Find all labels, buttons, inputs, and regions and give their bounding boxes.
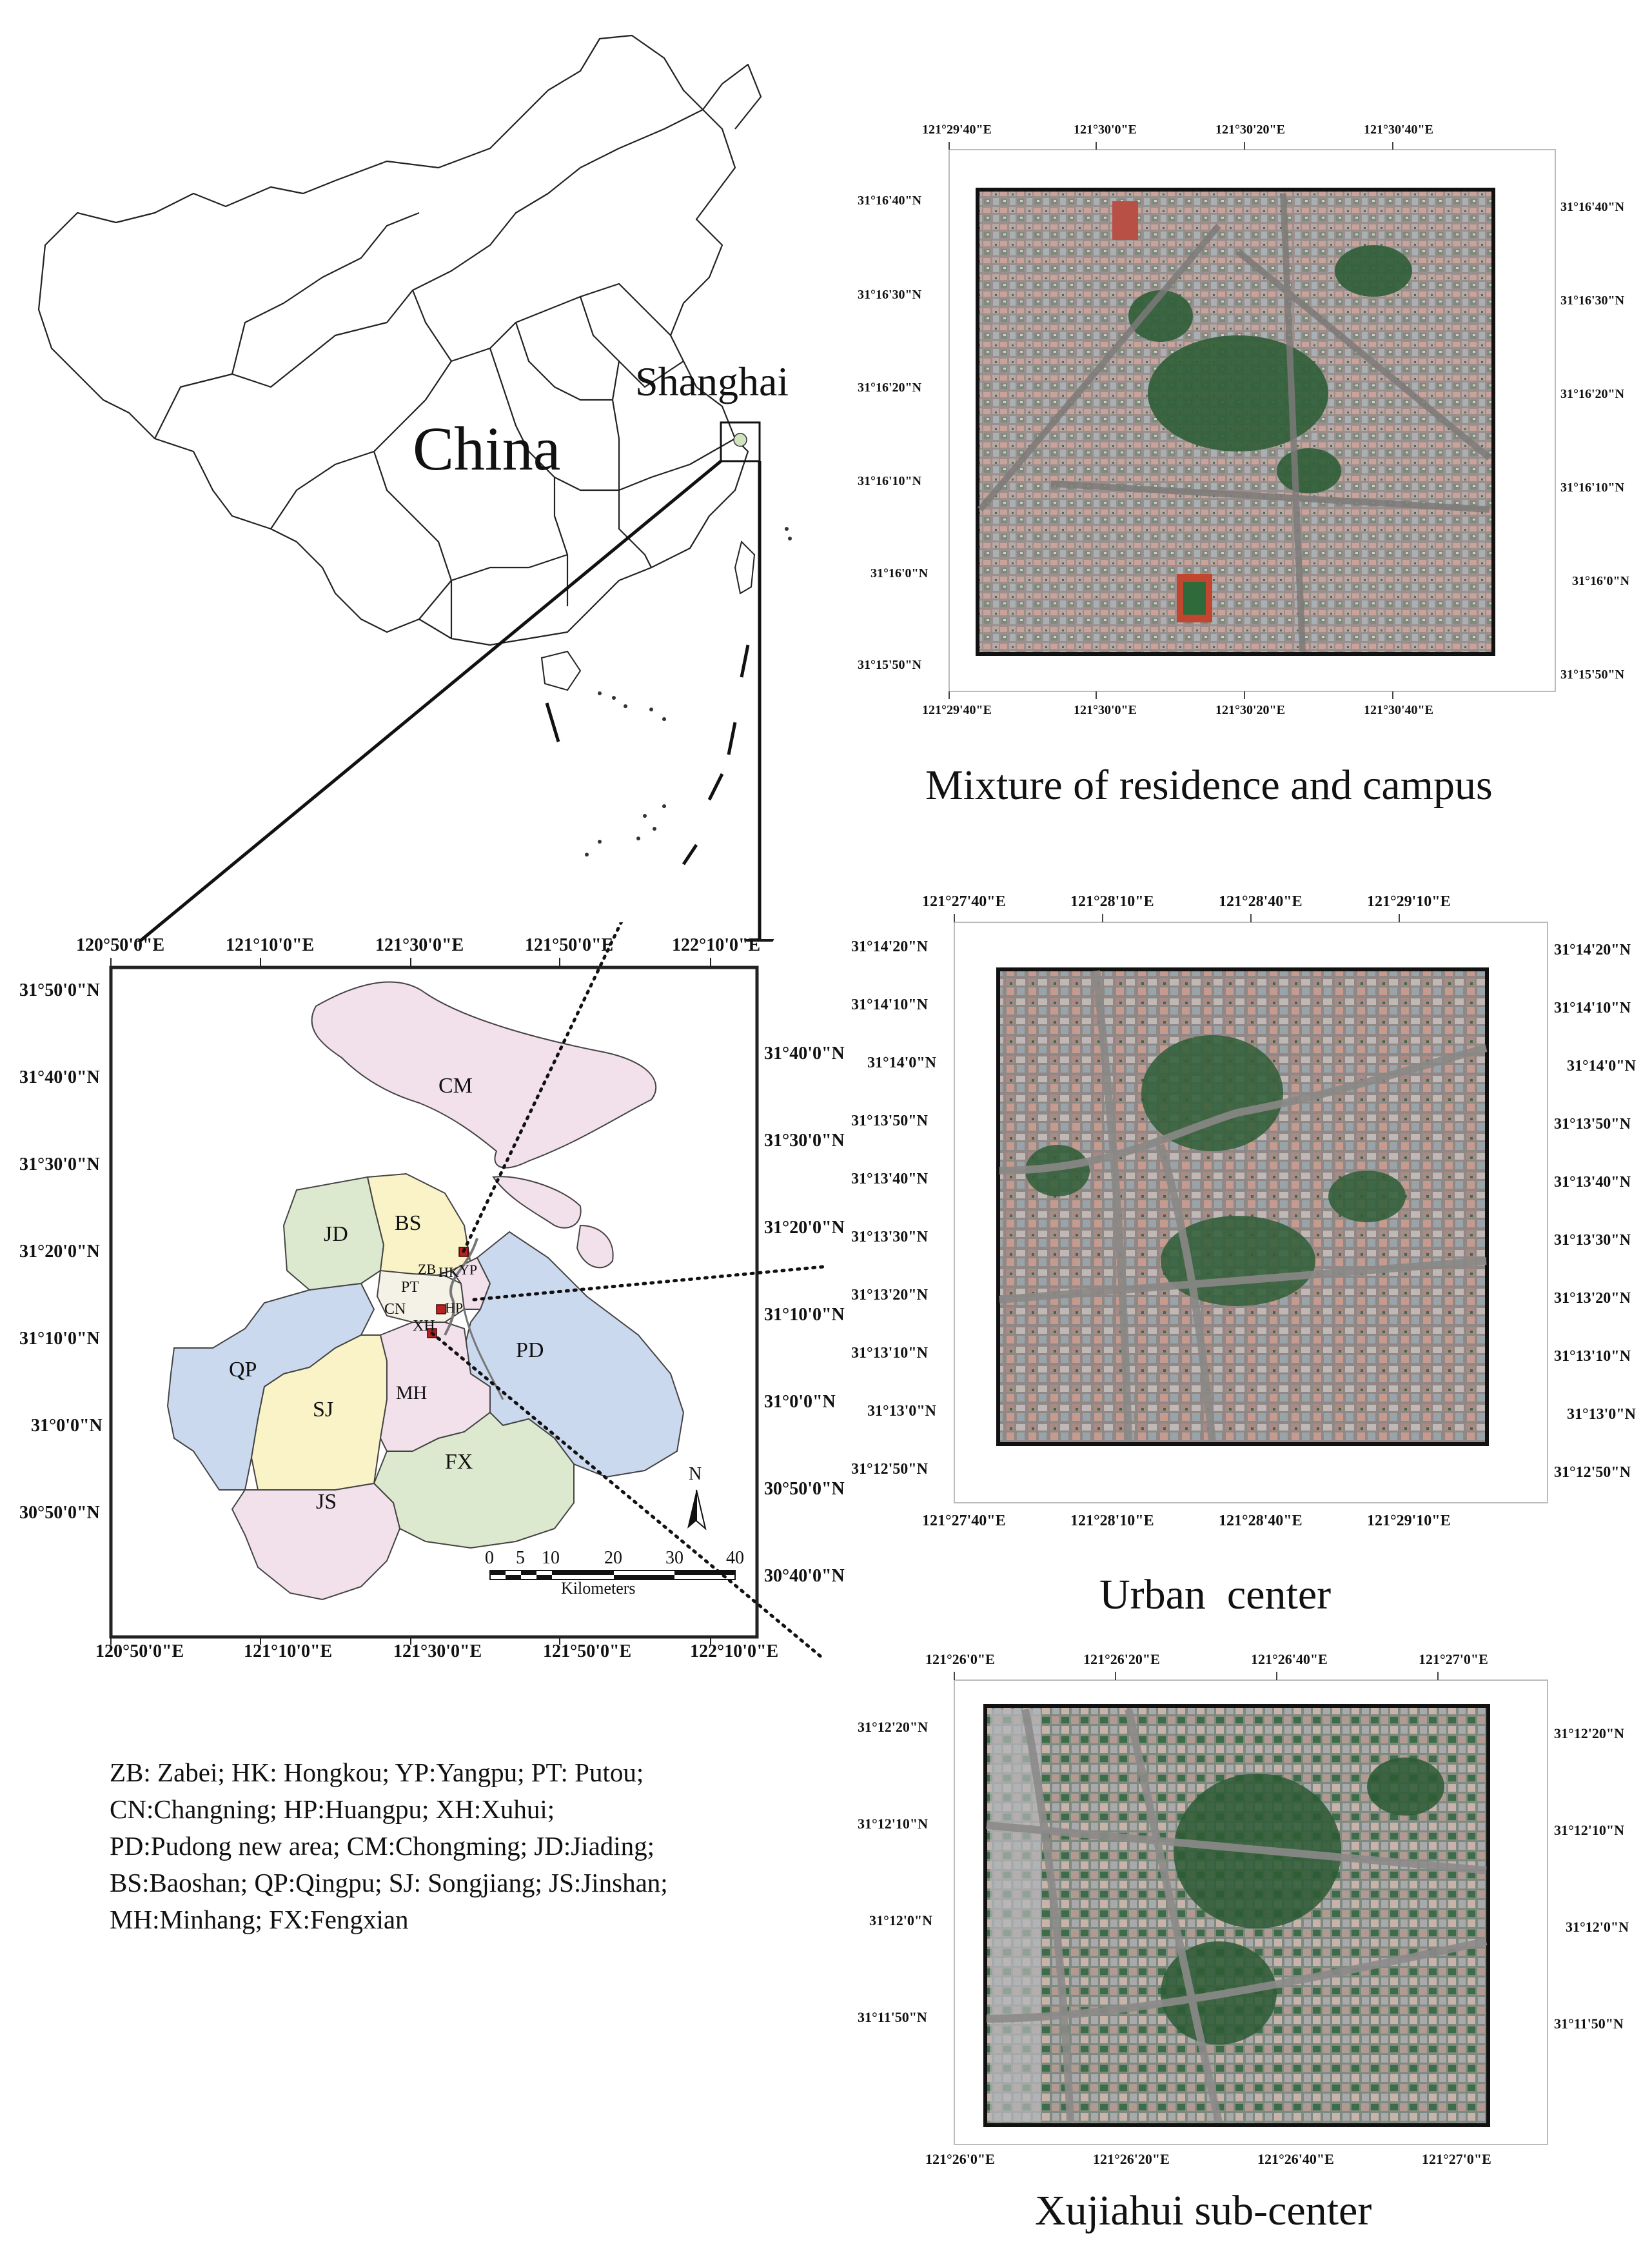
tick-right: 30°40'0"N [764, 1566, 845, 1586]
tick-bottom: 121°28'10"E [1070, 1512, 1154, 1529]
tick-right: 31°20'0"N [764, 1218, 845, 1238]
tick-left: 31°12'50"N [851, 1461, 928, 1478]
nine-dash-line [547, 645, 748, 864]
tick-left: 31°10'0"N [19, 1329, 100, 1349]
taiwan-island [735, 542, 754, 593]
panel-caption: Urban center [1099, 1571, 1332, 1618]
panel-residence-campus [858, 123, 1644, 838]
tick-left: 30°50'0"N [19, 1503, 100, 1523]
tick-bottom: 121°27'0"E [1422, 2151, 1491, 2167]
tick-left: 31°14'20"N [851, 938, 928, 955]
tick-bottom: 122°10'0"E [690, 1641, 779, 1661]
tick-left: 31°30'0"N [19, 1154, 100, 1174]
tick-left: 31°14'10"N [851, 996, 928, 1013]
district-label: HK [438, 1264, 459, 1280]
tick-bottom: 120°50'0"E [95, 1641, 184, 1661]
province-boundary [619, 490, 651, 568]
tick-right: 31°0'0"N [764, 1392, 836, 1412]
tick-right: 31°13'50"N [1554, 1116, 1631, 1133]
district-label: PD [516, 1338, 544, 1362]
tick-right: 31°13'0"N [1567, 1406, 1636, 1423]
tick-left: 31°12'0"N [869, 1912, 933, 1928]
tick-right: 31°12'50"N [1554, 1464, 1631, 1481]
district-label: JS [316, 1490, 337, 1514]
legend-line: MH:Minhang; FX:Fengxian [110, 1905, 409, 1934]
tick-right: 31°10'0"N [764, 1305, 845, 1325]
tick-bottom: 121°30'0"E [1074, 703, 1137, 717]
tick-right: 31°14'10"N [1554, 1000, 1631, 1016]
tick-top: 121°26'40"E [1251, 1651, 1328, 1667]
district-label: CN [384, 1301, 406, 1318]
province-boundary [516, 322, 613, 400]
tick-top: 121°50'0"E [525, 935, 614, 955]
tick-bottom: 121°30'40"E [1364, 703, 1433, 717]
tick-right: 31°16'0"N [1572, 574, 1630, 588]
tick-right: 31°30'0"N [764, 1131, 845, 1151]
tick-right: 31°13'30"N [1554, 1232, 1631, 1249]
tick-right: 31°13'10"N [1554, 1348, 1631, 1365]
tick-top: 122°10'0"E [672, 935, 761, 955]
tick-left: 31°16'10"N [858, 474, 922, 488]
city-label: Shanghai [635, 359, 789, 404]
tick-top: 121°28'10"E [1070, 893, 1154, 910]
tick-top: 121°27'0"E [1419, 1651, 1488, 1667]
tick-left: 31°13'0"N [867, 1403, 936, 1420]
china-outline [39, 35, 748, 645]
legend-line: BS:Baoshan; QP:Qingpu; SJ: Songjiang; JS:Jinshan; [110, 1868, 668, 1897]
tick-right: 31°16'40"N [1560, 200, 1625, 214]
tick-right: 31°12'10"N [1554, 1822, 1625, 1838]
tick-left: 31°15'50"N [858, 658, 922, 672]
tick-left: 31°13'50"N [851, 1113, 928, 1129]
tick-right: 31°11'50"N [1554, 2016, 1624, 2032]
province-boundary [613, 361, 619, 490]
legend-line: CN:Changning; HP:Huangpu; XH:Xuhui; [110, 1794, 555, 1824]
tick-bottom: 121°27'40"E [922, 1512, 1006, 1529]
tick-left: 31°12'10"N [858, 1816, 929, 1832]
tick-left: 31°0'0"N [31, 1416, 103, 1436]
tick-left: 31°16'40"N [858, 193, 922, 208]
scale-number: 5 [516, 1548, 525, 1568]
tick-left: 31°11'50"N [858, 2009, 927, 2025]
scale-number: 30 [665, 1548, 683, 1568]
district-label: JD [324, 1222, 348, 1246]
scale-number: 0 [485, 1548, 494, 1568]
legend-line: ZB: Zabei; HK: Hongkou; YP:Yangpu; PT: Putou; [110, 1758, 644, 1787]
tick-left: 31°13'30"N [851, 1229, 928, 1245]
district-label: XH [413, 1318, 435, 1334]
tick-bottom: 121°28'40"E [1219, 1512, 1303, 1529]
tick-bottom: 121°50'0"E [543, 1641, 632, 1661]
tick-top: 121°29'10"E [1367, 893, 1451, 910]
tick-left: 31°16'0"N [870, 566, 929, 580]
tick-left: 31°13'40"N [851, 1171, 928, 1187]
tick-right: 31°14'20"N [1554, 942, 1631, 958]
district-label: ZB [418, 1261, 437, 1277]
province-boundary [419, 555, 567, 619]
district-label: PT [401, 1279, 420, 1296]
scale-number: 20 [604, 1548, 622, 1568]
tick-top: 121°10'0"E [226, 935, 315, 955]
tick-right: 31°12'20"N [1554, 1725, 1625, 1741]
north-label: N [689, 1464, 702, 1484]
legend-line: PD:Pudong new area; CM:Chongming; JD:Jiading; [110, 1831, 655, 1861]
tick-top: 121°26'20"E [1083, 1651, 1160, 1667]
tick-top: 121°30'40"E [1364, 123, 1433, 137]
tick-right: 31°15'50"N [1560, 668, 1625, 682]
tick-right: 31°13'20"N [1554, 1290, 1631, 1307]
tick-bottom: 121°26'20"E [1093, 2151, 1170, 2167]
tick-bottom: 121°29'40"E [922, 703, 992, 717]
tick-left: 31°50'0"N [19, 980, 100, 1000]
tick-left: 31°40'0"N [19, 1067, 100, 1087]
tick-top: 121°30'0"E [375, 935, 464, 955]
panel-caption: Xujiahui sub-center [1035, 2187, 1372, 2234]
district-label: FX [445, 1450, 473, 1474]
tick-left: 31°14'0"N [867, 1055, 936, 1071]
district-label: BS [395, 1211, 422, 1235]
tick-top: 121°30'20"E [1215, 123, 1285, 137]
tick-bottom: 121°30'20"E [1215, 703, 1285, 717]
district-label: CM [438, 1074, 473, 1098]
tick-left: 31°16'20"N [858, 381, 922, 395]
tick-right: 31°16'30"N [1560, 293, 1625, 308]
country-label: China [413, 414, 561, 483]
tick-bottom: 121°29'10"E [1367, 1512, 1451, 1529]
tick-right: 31°12'0"N [1566, 1919, 1629, 1935]
tick-left: 31°12'20"N [858, 1719, 929, 1735]
tick-left: 31°20'0"N [19, 1242, 100, 1262]
tick-right: 31°16'10"N [1560, 481, 1625, 495]
panel-caption: Mixture of residence and campus [925, 762, 1493, 809]
scale-number: 40 [726, 1548, 744, 1568]
district-label: YP [459, 1262, 478, 1278]
tick-right: 30°50'0"N [764, 1479, 845, 1499]
province-boundary [413, 290, 451, 361]
panel-xujiahui [858, 1651, 1644, 2238]
zoom-line-left [110, 461, 721, 942]
tick-right: 31°16'20"N [1560, 387, 1625, 401]
tick-top: 121°26'0"E [925, 1651, 995, 1667]
province-boundary [271, 284, 671, 529]
province-boundary [155, 110, 703, 439]
tick-right: 31°14'0"N [1567, 1058, 1636, 1075]
province-boundary [232, 213, 419, 374]
panel-urban-center [851, 893, 1644, 1641]
tick-top: 121°27'40"E [922, 893, 1006, 910]
tick-top: 120°50'0"E [76, 935, 165, 955]
district-label: HP [445, 1300, 464, 1316]
tick-top: 121°30'0"E [1074, 123, 1137, 137]
tick-top: 121°29'40"E [922, 123, 992, 137]
tick-top: 121°28'40"E [1219, 893, 1303, 910]
tick-left: 31°16'30"N [858, 288, 922, 302]
district-label: QP [229, 1358, 257, 1382]
scale-unit: Kilometers [561, 1579, 636, 1598]
tick-right: 31°40'0"N [764, 1044, 845, 1064]
tick-right: 31°13'40"N [1554, 1174, 1631, 1191]
tick-bottom: 121°10'0"E [244, 1641, 333, 1661]
scale-number: 10 [542, 1548, 560, 1568]
tick-left: 31°13'10"N [851, 1345, 928, 1362]
district-label: SJ [313, 1398, 334, 1422]
district-legend [110, 1754, 819, 1938]
province-boundary [555, 477, 567, 606]
tick-bottom: 121°26'40"E [1257, 2151, 1334, 2167]
hainan-island [542, 651, 580, 690]
tick-bottom: 121°30'0"E [393, 1641, 482, 1661]
district-label: MH [396, 1382, 428, 1403]
tick-bottom: 121°26'0"E [925, 2151, 995, 2167]
tick-left: 31°13'20"N [851, 1287, 928, 1303]
